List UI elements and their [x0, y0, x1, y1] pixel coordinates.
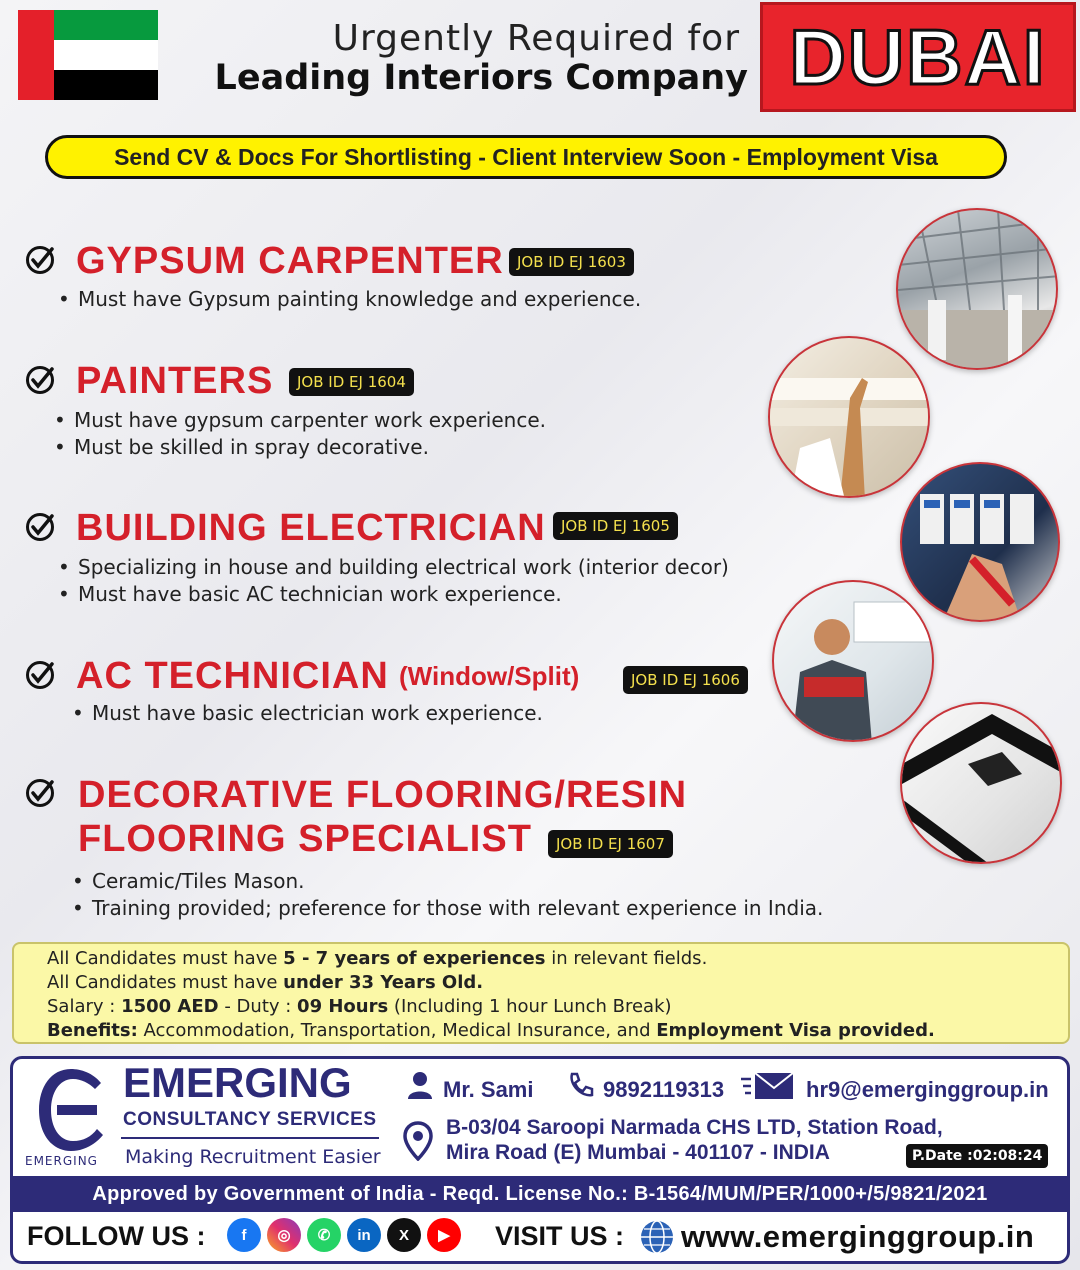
- job-id-badge: JOB ID EJ 1604: [289, 368, 414, 396]
- req-bold: under 33 Years Old.: [283, 972, 484, 993]
- req-text: - Duty :: [218, 996, 298, 1017]
- follow-label: FOLLOW US :: [27, 1221, 206, 1251]
- requirements-box: [12, 942, 1070, 1044]
- job-title-painters: PAINTERS: [76, 360, 274, 402]
- email-address[interactable]: hr9@emerginggroup.in: [806, 1077, 1049, 1102]
- tagline: Making Recruitment Easier: [125, 1146, 381, 1168]
- job-title-flooring-line2: FLOORING SPECIALIST: [78, 818, 532, 860]
- benefits-label: Benefits:: [47, 1020, 138, 1041]
- company-logo-icon: [35, 1065, 115, 1155]
- phone-icon: [566, 1071, 594, 1099]
- check-circle-icon: [25, 660, 55, 690]
- whatsapp-icon[interactable]: ✆: [307, 1218, 341, 1252]
- list-item: • Ceramic/Tiles Mason.: [70, 868, 823, 895]
- list-item: • Training provided; preference for those with relevant experience in India.: [70, 895, 823, 922]
- job-id-badge: JOB ID EJ 1607: [548, 830, 673, 858]
- post-date-badge: P.Date :02:08:24: [906, 1144, 1048, 1168]
- req-text: All Candidates must have: [47, 948, 284, 969]
- company-name: EMERGING: [123, 1059, 352, 1106]
- job-requirements-list: [70, 700, 543, 727]
- job-title-flooring-line1: DECORATIVE FLOORING/RESIN: [78, 774, 688, 816]
- req-text: Salary :: [47, 996, 122, 1017]
- salary-value: 1500 AED: [121, 996, 219, 1017]
- address-line2: Mira Road (E) Mumbai - 401107 - INDIA: [446, 1141, 830, 1164]
- flooring-photo: [900, 702, 1062, 864]
- list-item: • Must have Gypsum painting knowledge and experience.: [56, 286, 641, 313]
- experience-line: [47, 947, 1068, 971]
- list-item: • Must have basic electrician work experience.: [70, 700, 543, 727]
- check-circle-icon: [25, 512, 55, 542]
- website-link[interactable]: www.emerginggroup.in: [681, 1219, 1035, 1254]
- job-requirements-list: [70, 868, 823, 922]
- job-requirements-list: [56, 286, 641, 313]
- painter-photo: [768, 336, 930, 498]
- logo-caption: EMERGING: [25, 1154, 98, 1168]
- ac-technician-photo: [772, 580, 934, 742]
- salary-line: [47, 995, 1068, 1019]
- job-title-building-electrician: BUILDING ELECTRICIAN: [76, 507, 546, 549]
- job-id-badge: JOB ID EJ 1606: [623, 666, 748, 694]
- phone-number[interactable]: 9892119313: [603, 1077, 725, 1102]
- list-item: • Must have basic AC technician work experience.: [56, 581, 729, 608]
- job-title-ac-technician: AC TECHNICIAN: [76, 655, 389, 697]
- visit-label: VISIT US :: [495, 1221, 625, 1251]
- email-icon: [741, 1071, 795, 1101]
- person-icon: [407, 1071, 433, 1099]
- req-text: in relevant fields.: [545, 948, 708, 969]
- youtube-icon[interactable]: ▶: [427, 1218, 461, 1252]
- electrician-photo: [900, 462, 1060, 622]
- divider: [121, 1137, 379, 1139]
- check-circle-icon: [25, 365, 55, 395]
- check-circle-icon: [25, 245, 55, 275]
- req-text: (Including 1 hour Lunch Break): [388, 996, 672, 1017]
- req-text: All Candidates must have: [47, 972, 284, 993]
- shortlist-banner: Send CV & Docs For Shortlisting - Client Interview Soon - Employment Visa: [45, 135, 1007, 179]
- duty-hours: 09 Hours: [297, 996, 389, 1017]
- list-item: • Must have gypsum carpenter work experience.: [52, 407, 546, 434]
- job-id-badge: JOB ID EJ 1605: [553, 512, 678, 540]
- list-item: • Specializing in house and building electrical work (interior decor): [56, 554, 729, 581]
- linkedin-icon[interactable]: in: [347, 1218, 381, 1252]
- facebook-icon[interactable]: f: [227, 1218, 261, 1252]
- gypsum-ceiling-photo: [896, 208, 1058, 370]
- x-icon[interactable]: X: [387, 1218, 421, 1252]
- job-title-gypsum-carpenter: GYPSUM CARPENTER: [76, 240, 504, 282]
- address-line1: B-03/04 Saroopi Narmada CHS LTD, Station Road,: [446, 1116, 943, 1139]
- job-id-badge: JOB ID EJ 1603: [509, 248, 634, 276]
- req-bold: 5 - 7 years of experiences: [283, 948, 546, 969]
- job-requirements-list: [56, 554, 729, 608]
- footer: [10, 1056, 1070, 1264]
- benefits-line: [47, 1019, 1068, 1043]
- uae-flag-icon: [18, 10, 158, 100]
- job-requirements-list: [52, 407, 546, 461]
- req-bold: Employment Visa provided.: [656, 1020, 935, 1041]
- location-pin-icon: [403, 1121, 433, 1161]
- company-subtitle: CONSULTANCY SERVICES: [123, 1109, 377, 1130]
- instagram-icon[interactable]: ◎: [267, 1218, 301, 1252]
- age-line: [47, 971, 1068, 995]
- contact-name: Mr. Sami: [443, 1077, 534, 1102]
- location-text: DUBAI: [789, 12, 1047, 101]
- globe-icon: [639, 1219, 675, 1255]
- license-bar: Approved by Government of India - Reqd. License No.: B-1564/MUM/PER/1000+/5/9821/2021: [13, 1176, 1067, 1212]
- location-badge: [760, 2, 1076, 112]
- job-subtitle: (Window/Split): [399, 661, 580, 691]
- header-line2: Leading Interiors Company: [214, 58, 748, 98]
- req-text: Accommodation, Transportation, Medical Insurance, and: [137, 1020, 657, 1041]
- list-item: • Must be skilled in spray decorative.: [52, 434, 546, 461]
- header-line1: Urgently Required for: [332, 18, 740, 59]
- check-circle-icon: [25, 778, 55, 808]
